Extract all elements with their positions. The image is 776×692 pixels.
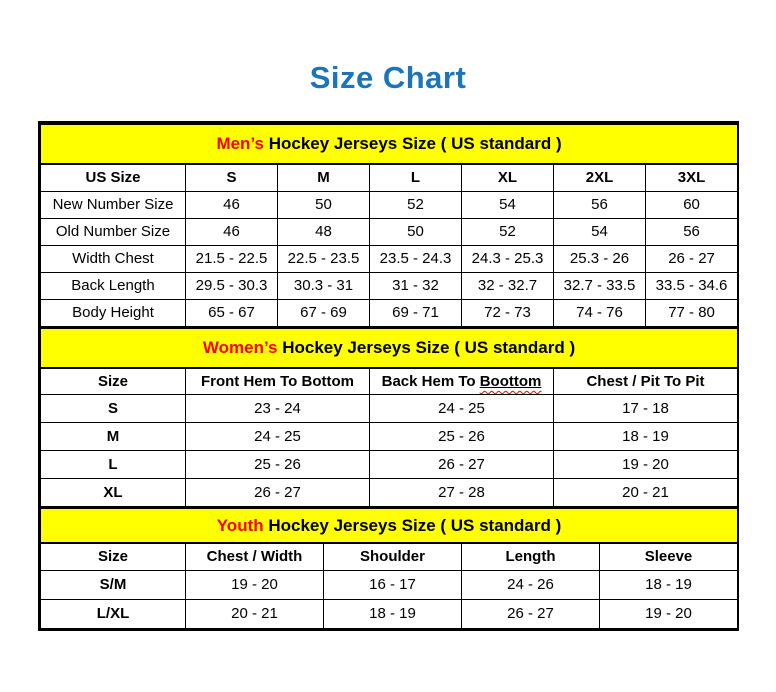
mens-value-cell: 50	[278, 191, 370, 218]
youth-banner-highlight: Youth	[216, 515, 264, 535]
mens-row-label: Width Chest	[41, 245, 186, 272]
mens-value-cell: 32.7 - 33.5	[554, 272, 646, 299]
womens-table-row	[41, 451, 738, 479]
womens-section-banner	[41, 328, 738, 368]
mens-row-label: Old Number Size	[41, 218, 186, 245]
womens-value-cell: 26 - 27	[186, 479, 370, 507]
mens-table-row	[41, 299, 738, 326]
mens-value-cell: 77 - 80	[646, 299, 738, 326]
womens-value-cell: 23 - 24	[186, 395, 370, 423]
womens-value-cell: 18 - 19	[554, 423, 738, 451]
mens-value-cell: 30.3 - 31	[278, 272, 370, 299]
mens-table-row	[41, 272, 738, 299]
mens-value-cell: 54	[554, 218, 646, 245]
mens-table-row	[41, 218, 738, 245]
youth-column-header: Length	[462, 543, 600, 570]
youth-column-header: Shoulder	[324, 543, 462, 570]
spellcheck-squiggle-word: Boottom	[479, 372, 542, 390]
womens-value-cell: 20 - 21	[554, 479, 738, 507]
womens-value-cell: 25 - 26	[186, 451, 370, 479]
mens-value-cell: 26 - 27	[646, 245, 738, 272]
mens-value-cell: 69 - 71	[370, 299, 462, 326]
mens-value-cell: 33.5 - 34.6	[646, 272, 738, 299]
mens-value-cell: 74 - 76	[554, 299, 646, 326]
mens-value-cell: 56	[554, 191, 646, 218]
mens-value-cell: 46	[186, 191, 278, 218]
youth-column-header: Size	[41, 543, 186, 570]
mens-size-table	[40, 123, 738, 327]
mens-row-label: New Number Size	[41, 191, 186, 218]
mens-table-row	[41, 191, 738, 218]
mens-column-header: S	[186, 164, 278, 191]
youth-row-label: L/XL	[41, 599, 186, 628]
mens-value-cell: 31 - 32	[370, 272, 462, 299]
womens-table-row	[41, 423, 738, 451]
womens-column-header: Size	[41, 368, 186, 395]
womens-size-table	[40, 327, 738, 508]
header-text: Back Hem To	[381, 372, 480, 390]
mens-value-cell: 32 - 32.7	[462, 272, 554, 299]
mens-value-cell: 21.5 - 22.5	[186, 245, 278, 272]
womens-column-header	[370, 368, 554, 395]
mens-value-cell: 48	[278, 218, 370, 245]
youth-banner-text: Hockey Jerseys Size ( US standard )	[263, 515, 562, 535]
youth-value-cell: 19 - 20	[186, 570, 324, 599]
mens-row-label: Body Height	[41, 299, 186, 326]
youth-value-cell: 19 - 20	[600, 599, 738, 628]
womens-banner-text: Hockey Jerseys Size ( US standard )	[277, 337, 576, 357]
mens-section-banner	[41, 124, 738, 164]
womens-value-cell: 17 - 18	[554, 395, 738, 423]
womens-value-cell: 24 - 25	[370, 395, 554, 423]
womens-value-cell: 26 - 27	[370, 451, 554, 479]
mens-table-row	[41, 245, 738, 272]
mens-value-cell: 65 - 67	[186, 299, 278, 326]
mens-column-header: US Size	[41, 164, 186, 191]
mens-value-cell: 46	[186, 218, 278, 245]
mens-banner-text: Hockey Jerseys Size ( US standard )	[263, 134, 562, 153]
youth-column-header: Sleeve	[600, 543, 738, 570]
womens-table-row	[41, 395, 738, 423]
mens-column-header: XL	[462, 164, 554, 191]
youth-size-table	[40, 507, 738, 629]
youth-value-cell: 20 - 21	[186, 599, 324, 628]
womens-row-label: L	[41, 451, 186, 479]
mens-column-header: L	[370, 164, 462, 191]
youth-value-cell: 16 - 17	[324, 570, 462, 599]
mens-value-cell: 52	[462, 218, 554, 245]
mens-value-cell: 72 - 73	[462, 299, 554, 326]
womens-column-header: Front Hem To Bottom	[186, 368, 370, 395]
mens-value-cell: 25.3 - 26	[554, 245, 646, 272]
mens-value-cell: 29.5 - 30.3	[186, 272, 278, 299]
mens-banner-highlight: Men’s	[216, 134, 264, 153]
womens-value-cell: 24 - 25	[186, 423, 370, 451]
youth-value-cell: 24 - 26	[462, 570, 600, 599]
mens-value-cell: 54	[462, 191, 554, 218]
womens-row-label: XL	[41, 479, 186, 507]
womens-banner-highlight: Women’s	[202, 337, 278, 357]
mens-value-cell: 23.5 - 24.3	[370, 245, 462, 272]
page-title: Size Chart	[309, 60, 467, 95]
youth-row-label: S/M	[41, 570, 186, 599]
womens-column-header: Chest / Pit To Pit	[554, 368, 738, 395]
womens-value-cell: 27 - 28	[370, 479, 554, 507]
misspelled-underlined-word	[480, 373, 542, 390]
mens-column-header: 2XL	[554, 164, 646, 191]
womens-value-cell: 19 - 20	[554, 451, 738, 479]
mens-value-cell: 22.5 - 23.5	[278, 245, 370, 272]
mens-column-header: 3XL	[646, 164, 738, 191]
womens-table-row	[41, 479, 738, 507]
youth-table-row	[41, 599, 738, 628]
mens-value-cell: 56	[646, 218, 738, 245]
womens-row-label: M	[41, 423, 186, 451]
mens-value-cell: 50	[370, 218, 462, 245]
womens-value-cell: 25 - 26	[370, 423, 554, 451]
youth-value-cell: 18 - 19	[324, 599, 462, 628]
youth-section-banner	[41, 508, 738, 543]
youth-column-header: Chest / Width	[186, 543, 324, 570]
size-chart-tables	[38, 121, 739, 631]
mens-value-cell: 52	[370, 191, 462, 218]
mens-value-cell: 67 - 69	[278, 299, 370, 326]
youth-table-row	[41, 570, 738, 599]
mens-value-cell: 24.3 - 25.3	[462, 245, 554, 272]
womens-row-label: S	[41, 395, 186, 423]
mens-row-label: Back Length	[41, 272, 186, 299]
youth-value-cell: 18 - 19	[600, 570, 738, 599]
mens-column-header: M	[278, 164, 370, 191]
youth-value-cell: 26 - 27	[462, 599, 600, 628]
mens-value-cell: 60	[646, 191, 738, 218]
